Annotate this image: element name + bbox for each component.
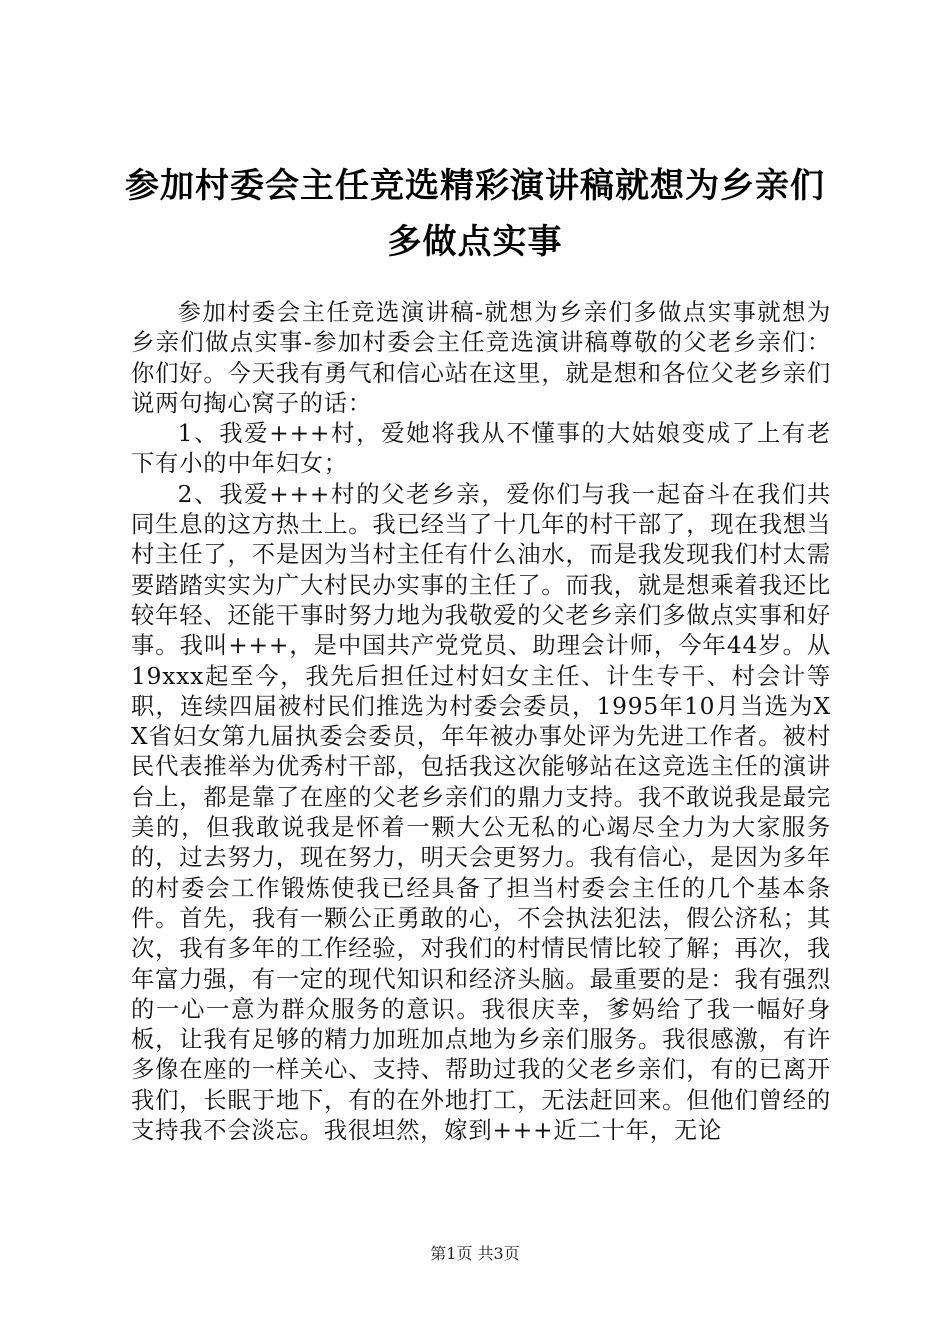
document-title <box>100 158 850 270</box>
title-line-2: 多做点实事 <box>387 222 563 262</box>
paragraph-intro: 参加村委会主任竞选演讲稿-就想为乡亲们多做点实事就想为乡亲们做点实事-参加村委会主任竞选演讲稿尊敬的父老乡亲们：你们好。今天我有勇气和信心站在这里，就是想和各位父老乡亲们说两句掏心窝子的话： <box>131 299 831 417</box>
page-number: 第1页 共3页 <box>430 1244 520 1263</box>
page-footer <box>0 1244 950 1264</box>
paragraph-point-2: 2、我爱+++村的父老乡亲，爱你们与我一起奋斗在我们共同生息的这方热土上。我已经当了十几年的村干部了，现在我想当村主任了，不是因为当村主任有什么油水，而是我发现我们村太需要踏踏实实为广大村民办实事的主任了。而我，就是想乘着我还比较年轻、还能干事时努力地为我敬爱的父老乡亲们多做点实事和好事。我叫+++，是中国共产党党员、助理会计师，今年44岁。从19xxx起至今，我先后担任过村妇女主任、计生专干、村会计等职，连续四届被村民们推选为村委会委员，1995年10月当选为XX省妇女第九届执委会委员，年年被办事处评为先进工作者。被村民代表推举为优秀村干部，包括我这次能够站在这竞选主任的演讲台上，都是靠了在座的父老乡亲们的鼎力支持。我不敢说我是最完美的，但我敢说我是怀着一颗大公无私的心竭尽全力为大家服务的，过去努力，现在努力，明天会更努力。我有信心，是因为多年的村委会工作锻炼使我已经具备了担当村委会主任的几个基本条件。首先，我有一颗公正勇敢的心，不会执法犯法，假公济私；其次，我有多年的工作经验，对我们的村情民情比较了解；再次，我年富力强，有一定的现代知识和经济头脑。最重要的是：我有强烈的一心一意为群众服务的意识。我很庆幸，爹妈给了我一幅好身板，让我有足够的精力加班加点地为乡亲们服务。我很感激，有许多像在座的一样关心、支持、帮助过我的父老乡亲们，有的已离开我们，长眠于地下，有的在外地打工，无法赶回来。但他们曾经的支持我不会淡忘。我很坦然，嫁到+++近二十年，无论 <box>131 480 831 1145</box>
title-line-1: 参加村委会主任竞选精彩演讲稿就想为乡亲们 <box>125 166 825 206</box>
paragraph-point-1: 1、我爱+++村，爱她将我从不懂事的大姑娘变成了上有老下有小的中年妇女； <box>131 420 831 478</box>
document-body <box>131 298 831 1146</box>
